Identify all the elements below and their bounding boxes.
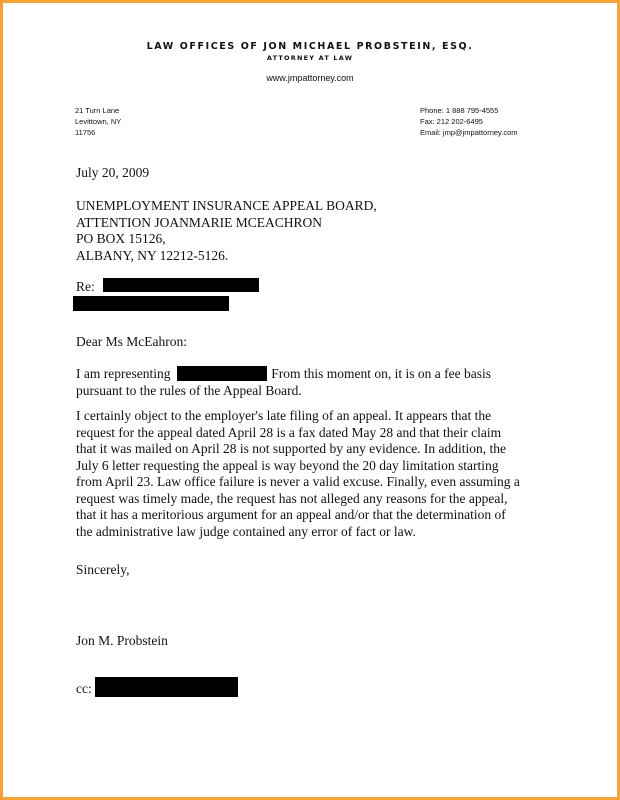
paragraph-representation xyxy=(76,366,491,399)
sender-phone: Phone: 1 888 795-4555 xyxy=(420,106,499,115)
recipient-address-line: PO BOX 15126, xyxy=(76,231,166,246)
redaction-block xyxy=(95,677,238,697)
paragraph-line: request was timely made, the request has not alleged any reasons for the appeal, xyxy=(76,490,508,506)
letterhead-title: LAW OFFICES OF JON MICHAEL PROBSTEIN, ESQ. xyxy=(146,41,474,52)
re-label: Re: xyxy=(76,279,95,294)
redaction-block xyxy=(103,278,259,292)
cc-label: cc: xyxy=(76,681,92,696)
recipient-address-line: UNEMPLOYMENT INSURANCE APPEAL BOARD, xyxy=(76,198,377,213)
sender-contact xyxy=(420,105,518,138)
recipient-address-line: ALBANY, NY 12212-5126. xyxy=(76,247,229,263)
salutation: Dear Ms McEahron: xyxy=(76,334,187,349)
sender-address-line: Levittown, NY xyxy=(75,117,122,126)
redaction-block xyxy=(73,296,229,311)
para1-before: I am representing xyxy=(76,366,171,381)
paragraph-line: the administrative law judge contained any error of fact or law. xyxy=(76,523,416,539)
paragraph-line: that it was mailed on April 28 is not supported by any evidence. In addition, the xyxy=(76,441,507,456)
paragraph-line xyxy=(76,366,491,383)
redaction-block xyxy=(177,366,267,381)
sender-address xyxy=(75,105,121,138)
para1-after: From this moment on, it is on a fee basis xyxy=(271,366,491,381)
signature-name: Jon M. Probstein xyxy=(76,633,168,648)
letterhead-subtitle: ATTORNEY AT LAW xyxy=(266,54,354,62)
paragraph-line: July 6 letter requesting the appeal is way beyond the 20 day limitation starting xyxy=(76,457,499,473)
sender-address-line: 11756 xyxy=(75,128,96,137)
paragraph-line: pursuant to the rules of the Appeal Board. xyxy=(76,382,302,398)
recipient-address-line: ATTENTION JOANMARIE MCEACHRON xyxy=(76,214,322,230)
paragraph-line: request for the appeal dated April 28 is a fax dated May 28 and that their claim xyxy=(76,424,502,440)
paragraph-line: I certainly object to the employer's late filing of an appeal. It appears that the xyxy=(76,408,492,423)
sender-fax: Fax: 212 202-6495 xyxy=(420,117,483,126)
paragraph-objection xyxy=(76,408,520,540)
letterhead-website: www.jmpattorney.com xyxy=(266,73,354,83)
recipient-address xyxy=(76,198,377,264)
sender-address-line: 21 Turn Lane xyxy=(75,106,120,115)
closing: Sincerely, xyxy=(76,562,130,577)
paragraph-line: from April 23. Law office failure is never a valid excuse. Finally, even assuming a xyxy=(76,474,520,489)
letter-date: July 20, 2009 xyxy=(76,165,150,180)
paragraph-line: that it has a meritorious argument for an appeal and/or that the determination of xyxy=(76,507,506,522)
sender-email: Email: jmp@jmpattorney.com xyxy=(420,128,518,137)
